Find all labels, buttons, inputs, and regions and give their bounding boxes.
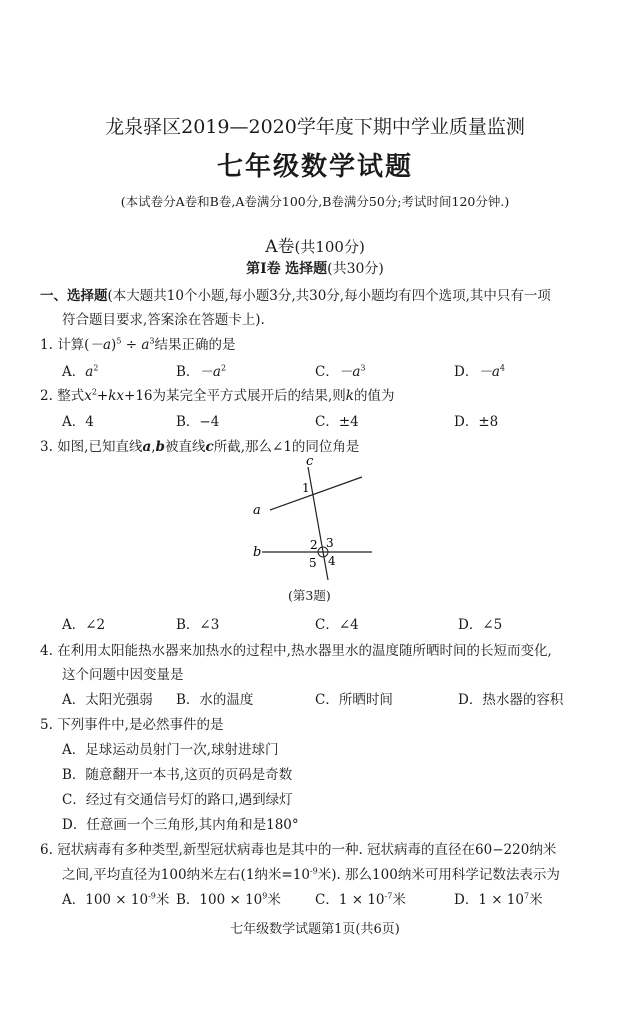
q3-option-d[interactable] xyxy=(458,613,502,633)
volume-a-label: A卷 xyxy=(265,237,295,257)
q2-stem-x: x xyxy=(84,388,92,404)
q3-option-c[interactable] xyxy=(315,613,359,633)
question-6-stem-line2 xyxy=(62,863,560,883)
q1-option-d[interactable] xyxy=(454,360,505,380)
option-base: －a xyxy=(338,364,361,380)
q2-stem-post2: +16为某完全平方式展开后的结果,则 xyxy=(124,388,346,404)
option-exp: -9 xyxy=(148,891,156,901)
section-one-line1 xyxy=(40,284,551,304)
option-letter: A． xyxy=(62,617,86,633)
option-letter: C． xyxy=(315,617,339,633)
option-post: 米 xyxy=(529,892,543,908)
q6-option-d[interactable] xyxy=(454,888,543,908)
option-letter: A． xyxy=(62,364,86,380)
option-letter: B． xyxy=(176,617,200,633)
label-angle-1: 1 xyxy=(302,481,310,495)
q4-option-d[interactable] xyxy=(458,688,563,708)
q1-stem-a: －a xyxy=(89,337,112,353)
option-text: ±4 xyxy=(338,414,359,430)
question-1-num: 1. xyxy=(40,337,53,353)
label-c: c xyxy=(306,455,314,469)
option-letter: D． xyxy=(458,617,483,633)
option-letter: A． xyxy=(62,742,86,758)
section-one-desc-1: (本大题共10个小题,每小题3分,共30分,每小题均有四个选项,其中只有一项 xyxy=(107,288,551,304)
option-exp: 7 xyxy=(524,891,530,901)
q5-option-d[interactable] xyxy=(62,813,299,833)
question-4-num: 4. xyxy=(40,643,53,659)
question-4-stem-line1 xyxy=(40,639,552,659)
option-base: －a xyxy=(478,364,500,380)
option-letter: B． xyxy=(176,892,200,908)
option-text: ∠5 xyxy=(482,617,503,633)
q4-option-c[interactable] xyxy=(315,688,393,708)
option-text: 任意画一个三角形,其内角和是180° xyxy=(86,817,299,833)
volume-a-heading xyxy=(0,232,630,257)
q3-option-a[interactable] xyxy=(62,613,105,633)
label-a: a xyxy=(253,503,261,518)
section-one-desc-2: 符合题目要求,答案涂在答题卡上). xyxy=(62,312,265,328)
option-pre: 1 × 10 xyxy=(338,892,385,908)
option-text: 太阳光强弱 xyxy=(85,692,153,708)
question-6-num: 6. xyxy=(40,842,53,858)
part-one-label: 第Ⅰ卷 xyxy=(246,261,281,277)
q6-stem-line2-exp: -9 xyxy=(309,866,318,876)
q6-stem-line1: 冠状病毒有多种类型,新型冠状病毒也是其中的一种. 冠状病毒的直径在60−220纳米 xyxy=(57,842,557,858)
question-4-stem-line2: 这个问题中因变量是 xyxy=(62,667,184,683)
option-letter: B． xyxy=(176,692,200,708)
part-one-heading xyxy=(0,258,630,278)
option-text: ∠4 xyxy=(338,617,359,633)
q3-stem-b: b xyxy=(155,439,165,455)
q1-stem-exp1: 5 xyxy=(116,336,122,346)
option-letter: D． xyxy=(454,414,479,430)
q4-option-b[interactable] xyxy=(176,688,253,708)
part-one-score: (共30分) xyxy=(327,261,384,277)
q4-option-a[interactable] xyxy=(62,688,153,708)
q3-stem-mid: 被直线 xyxy=(164,439,206,455)
label-angle-2: 2 xyxy=(310,538,318,552)
school-exam-title: 龙泉驿区2019—2020学年度下期中学业质量监测 xyxy=(105,116,525,138)
q3-stem-a: a xyxy=(142,439,152,455)
q3-stem-pre: 如图,已知直线 xyxy=(57,439,143,455)
option-letter: D． xyxy=(454,892,479,908)
option-letter: B． xyxy=(62,767,86,783)
q1-option-b[interactable] xyxy=(176,360,226,380)
option-letter: D． xyxy=(458,692,483,708)
option-text: ∠3 xyxy=(199,617,220,633)
label-angle-3: 3 xyxy=(326,536,334,550)
option-exp: 2 xyxy=(220,363,227,373)
q6-stem-line2-pre: 之间,平均直径为100纳米左右(1纳米=10 xyxy=(62,867,310,883)
option-letter: A． xyxy=(62,892,86,908)
option-letter: C． xyxy=(315,414,339,430)
q2-stem-exp: 2 xyxy=(91,387,97,397)
option-text: 足球运动员射门一次,球射进球门 xyxy=(85,742,279,758)
option-post: 米 xyxy=(392,892,406,908)
part-one-name: 选择题 xyxy=(285,261,328,277)
option-exp: 3 xyxy=(360,363,366,373)
q3-stem-comma: , xyxy=(151,439,156,455)
exam-note: (本试卷分A卷和B卷,A卷满分100分,B卷满分50分;考试时间120分钟.) xyxy=(120,194,510,209)
option-exp: 4 xyxy=(499,363,505,373)
q5-option-a[interactable] xyxy=(62,738,279,758)
question-3-figure xyxy=(240,455,390,580)
q2-option-d[interactable] xyxy=(454,410,498,430)
q6-option-a[interactable] xyxy=(62,888,169,908)
q1-option-a[interactable] xyxy=(62,360,98,380)
question-2-num: 2. xyxy=(40,388,53,404)
option-letter: C． xyxy=(315,692,339,708)
q4-stem-line1: 在利用太阳能热水器来加热水的过程中,热水器里水的温度随所晒时间的长短而变化, xyxy=(57,643,552,659)
q2-stem-pre: 整式 xyxy=(57,388,85,404)
option-letter: C． xyxy=(315,892,339,908)
option-exp: 9 xyxy=(262,891,268,901)
q6-stem-line2-post: 米). 那么100纳米可用科学记数法表示为 xyxy=(317,867,560,883)
question-3-stem xyxy=(40,435,359,455)
option-letter: B． xyxy=(176,364,200,380)
q5-stem-line1: 下列事件中,是必然事件的是 xyxy=(57,717,224,733)
label-b: b xyxy=(253,545,262,560)
option-text: 热水器的容积 xyxy=(482,692,564,708)
option-letter: A． xyxy=(62,414,86,430)
option-text: 4 xyxy=(85,414,94,430)
q1-stem-op: ÷ xyxy=(121,337,142,353)
q3-stem-post: 所截,那么∠1的同位角是 xyxy=(213,439,360,455)
volume-a-score: (共100分) xyxy=(294,238,365,256)
q5-option-c[interactable] xyxy=(62,788,293,808)
page-footer: 七年级数学试题第1页(共6页) xyxy=(230,922,400,937)
q3-stem-c: c xyxy=(205,439,214,455)
option-pre: 1 × 10 xyxy=(478,892,524,908)
q1-stem-pre: 计算( xyxy=(57,337,90,353)
q2-stem-kx: kx xyxy=(108,388,125,404)
q1-stem-post: 结果正确的是 xyxy=(154,337,236,353)
q6-option-b[interactable] xyxy=(176,888,281,908)
q2-stem-k: k xyxy=(345,388,354,404)
option-letter: B． xyxy=(176,414,200,430)
option-text: ±8 xyxy=(478,414,499,430)
question-6-stem-line1 xyxy=(40,838,556,858)
q2-stem-plus: + xyxy=(96,388,109,404)
option-base: －a xyxy=(199,364,221,380)
option-pre: 100 × 10 xyxy=(85,892,149,908)
q2-option-b[interactable] xyxy=(176,410,219,430)
q2-option-c[interactable] xyxy=(315,410,359,430)
option-pre: 100 × 10 xyxy=(199,892,263,908)
section-one-head: 一、选择题 xyxy=(40,288,108,304)
option-post: 米 xyxy=(267,892,281,908)
q1-stem-exp2: 3 xyxy=(149,336,155,346)
option-base: a xyxy=(85,364,94,380)
q1-stem-a2: a xyxy=(141,337,150,353)
option-text: 所晒时间 xyxy=(338,692,393,708)
line-a xyxy=(270,477,362,510)
option-text: 经过有交通信号灯的路口,遇到绿灯 xyxy=(85,792,293,808)
page-title: 七年级数学试题 xyxy=(216,152,413,182)
q1-stem-mid: ) xyxy=(111,337,117,353)
q1-option-c[interactable] xyxy=(315,360,366,380)
option-post: 米 xyxy=(155,892,170,908)
option-exp: -7 xyxy=(384,891,393,901)
option-letter: A． xyxy=(62,692,86,708)
q5-option-b[interactable] xyxy=(62,763,292,783)
option-letter: D． xyxy=(62,817,87,833)
label-angle-5: 5 xyxy=(309,556,317,570)
question-5-stem xyxy=(40,713,223,733)
option-text: 水的温度 xyxy=(199,692,254,708)
label-angle-4: 4 xyxy=(328,554,336,568)
q6-option-c[interactable] xyxy=(315,888,406,908)
option-letter: C． xyxy=(315,364,339,380)
option-letter: D． xyxy=(454,364,479,380)
option-text: 随意翻开一本书,这页的页码是奇数 xyxy=(85,767,293,783)
question-2-stem xyxy=(40,384,394,404)
question-3-num: 3. xyxy=(40,439,53,455)
option-exp: 2 xyxy=(93,363,99,373)
question-1-stem xyxy=(40,333,235,353)
figure-caption: (第3题) xyxy=(288,588,331,603)
option-text: −4 xyxy=(199,414,220,430)
question-5-num: 5. xyxy=(40,717,53,733)
option-letter: C． xyxy=(62,792,86,808)
q2-option-a[interactable] xyxy=(62,410,94,430)
option-text: ∠2 xyxy=(85,617,106,633)
q3-option-b[interactable] xyxy=(176,613,219,633)
q2-stem-post3: 的值为 xyxy=(353,388,395,404)
